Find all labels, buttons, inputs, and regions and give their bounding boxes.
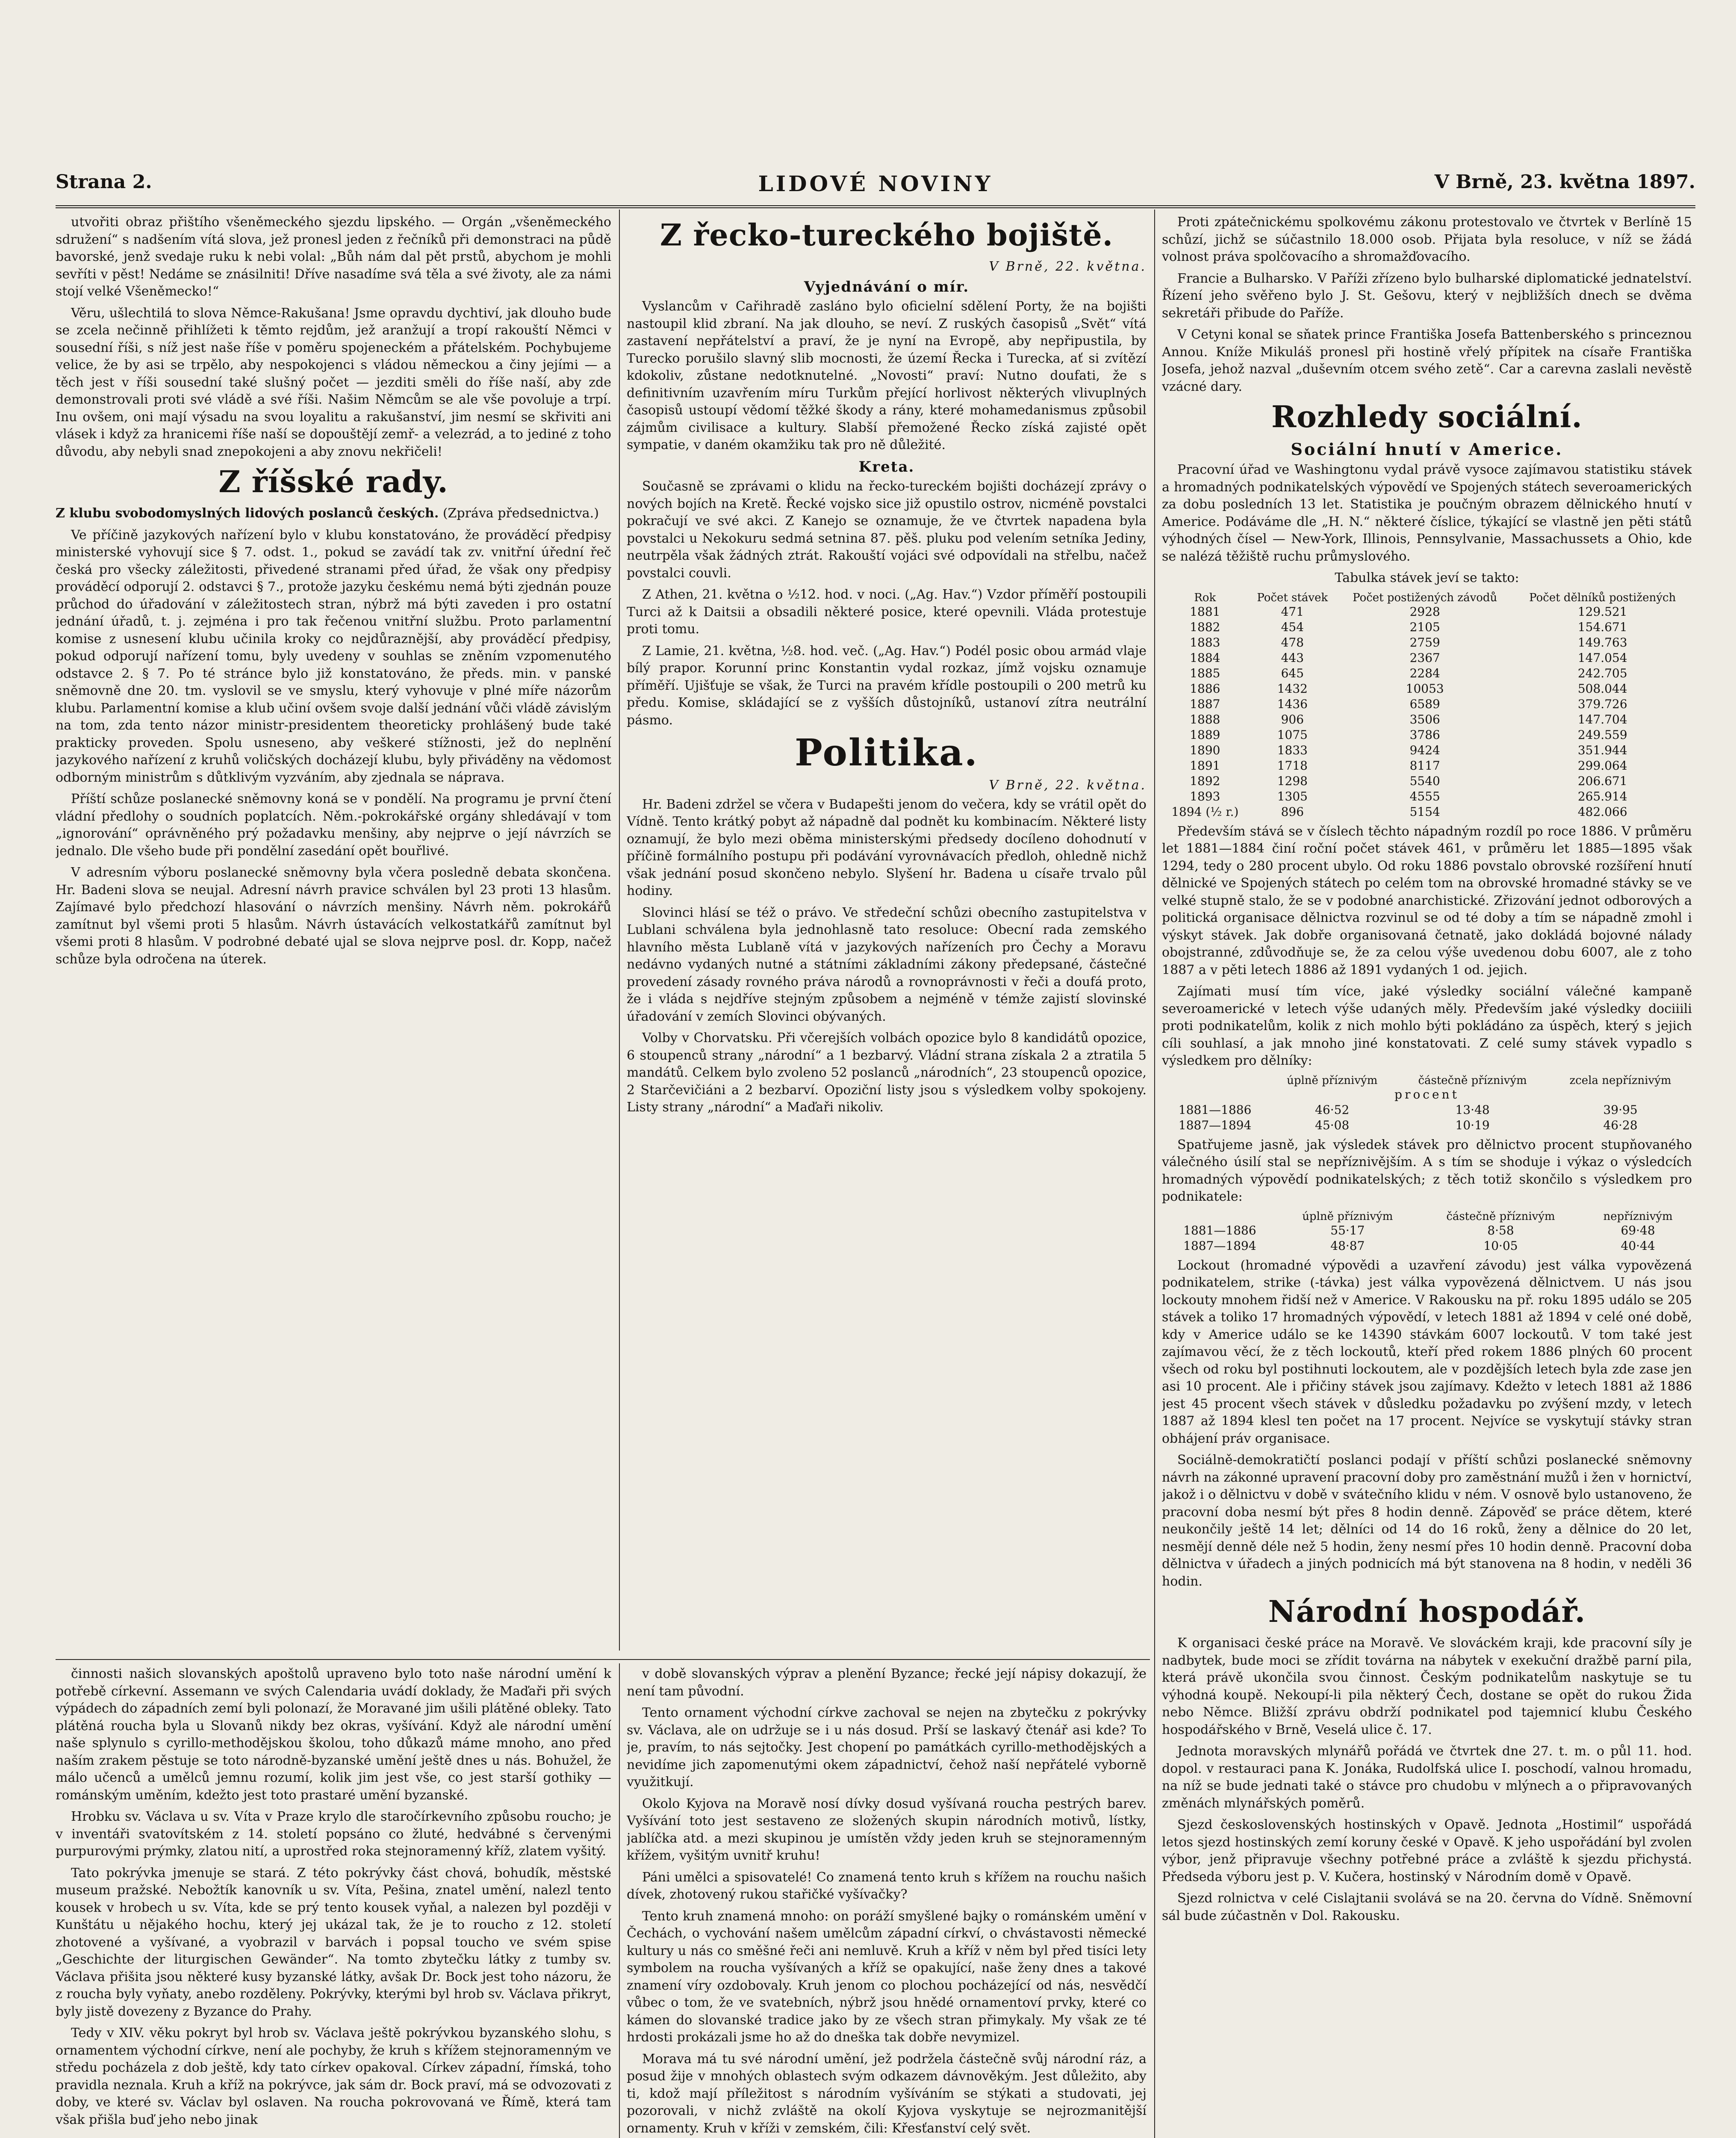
table-cell: 154.671 [1577,620,1627,634]
table-cell: 147.704 [1577,712,1627,726]
table-row [1162,1238,1692,1254]
table-row [1162,1223,1692,1238]
table-cell: 1887—1894 [1178,1118,1252,1132]
article-paragraph: K organisaci české práce na Moravě. Ve slováckém kraji, kde pracovní síly je nadbytek, bude moci se zřídit továrna na nábytek v exekuční dražbě parní pila, která právě ukončila svou činnost. Českým podnikatelům naskytuje se tu výhodná koupě. Nekoupí-li pila některý Čech, dostane se opět do rukou Žida nebo Němce. Bližší zprávu obdrží podnikatel pod tajemnicí klubu Českého hospodářského v Brně, Veselá ulice č. 17. [1162,1636,1692,1737]
table-subheader-row [1162,1087,1692,1102]
table-cell: 8117 [1409,758,1440,773]
header-rule [56,205,1695,208]
table-cell: 1884 [1190,650,1220,665]
table-cell: 39·95 [1603,1102,1638,1117]
article-paragraph: Tento kruh znamená mnoho: on poráží smyšlené bajky o románském umění v Čechách, o vychování našem umělcům západní církví, o chvástavosti německé kultury u nás co směšné řeči ani nemluvě. Kruh a kříž v něm byl před tisíci lety symbolem na roucha vyšívaných a kříž se opakující, naše ženy dnes a takové znamení víry ozdobovaly. Kruh jenom co plochou pocházející od nás, nesvědčí vůbec o tom, že ve svatebních, nýbrž jsou hnědé ornamentoví prvky, které co kámen do slovanské tradice jako by ze všech stran přimykaly. My však ze té hrdosti prokázali jsme ho až do dneška tak dobře nevymizel. [627,1908,1147,2045]
article-paragraph: Lockout (hromadné výpovědi a uzavření závodu) jest válka vypovězená podnikatelem, strike (-távka) jest válka vypovězená dělnictvem. U nás jsou lockouty mnohem řidší než v Americe. V Rakousku na př. roku 1895 událo se 205 stávek a toliko 17 hromadných výpovědí, v letech 1881 až 1894 v celé oné době, kdy v Americe událo se ke 14390 stávkám 6007 lockoutů. V tom také jest zajímavou věcí, že z těch lockoutů, kteří před rokem 1886 plných 60 procent všech od roku byl postihnuti lockoutem, ale v pozdějších letech byla zde zase jen asi 10 procent. Ale i přičiny stávek jsou zajímavy. Kdežto v letech 1881 až 1886 jest 45 procent všech stávek v důsledku požadavku po zvýšení mzdy, v letech 1887 až 1894 klesl ten počet na 17 procent. Nejvíce se vyskytují stávky stran obhájení práv organisace. [1162,1258,1692,1446]
results2-header-row [1162,1210,1692,1223]
issue-date: V Brně, 23. května 1897. [1434,171,1695,193]
results-header-row [1162,1074,1692,1087]
article-paragraph: Tedy v XIV. věku pokryt byl hrob sv. Václava ještě pokrývkou byzanského slohu, s ornamentem východní církve, není ale pochyby, že kruh s křížem stejnoramenným ve středu pocházela z dob ještě, kdy tato církev opakoval. Církev západní, římská, toho pravidla neznala. Kruh a kříž na pokrývce, jak sám dr. Bock praví, má se odvozovati z doby, ve které sv. Václav byl oslaven. Na roucha pokrovovaná ve Římě, která tam však přišla buď jeho nebo jinak [56,2026,611,2127]
table-cell: 249.559 [1577,727,1627,742]
table-header-cell: částečně příznivým [1446,1210,1555,1223]
table-cell: 1432 [1277,681,1308,696]
table-cell: 1883 [1190,635,1220,650]
table-cell: 1890 [1190,743,1220,757]
article-paragraph: Sociálně-demokratičtí poslanci podají v příští schůzi poslanecké sněmovny návrh na zákonné upravení pracovní doby pro zaměstnání mužů i žen v hornictví, jakož i o dělnictvu v době v svátečního klidu v ném. V osnově bylo ustanoveno, že pracovní doba nesmí být přes 8 hodin denně. Zápověď se práce dětem, které neukončily ještě 14 let; dělníci od 14 do 16 roků, ženy a dělnice do 20 let, nesmějí denně déle než 5 hodin, ženy nesmí přes 10 hodin denně. Pracovní doba dělnictva v úřadech a jiných podnicích má být stanovena na 8 hodin, v neděli 36 hodin. [1162,1453,1692,1589]
table-row [1162,650,1692,666]
table-row [1162,697,1692,712]
club-report-subtitle: Z klubu svobodomyslných lidových poslanců českých. [56,506,439,521]
table-cell: 1889 [1190,727,1220,742]
table-cell: 379.726 [1577,697,1627,711]
table-header-cell: Počet postižených závodů [1353,591,1497,604]
table-cell: 1882 [1190,620,1220,634]
section-heading-rissska-rada: Z říšské rady. [218,464,448,499]
table-cell: 147.054 [1577,650,1627,665]
table-header-cell [1162,1074,1268,1087]
table-cell: 1718 [1277,758,1308,773]
table-cell: 5154 [1409,804,1440,819]
table-cell: 2928 [1409,604,1440,619]
col2-paragraphs-2 [627,478,1147,729]
article-paragraph: Příští schůze poslanecké sněmovny koná se v pondělí. Na programu je první čtení vládní předlohy o soudních poplatcích. Něm.-pokrokářské orgány shledávají v tom „ignorování“ oprávněného prý požadavku menšiny, aby nejprve o její návrzích se jednalo. Dle všeho bude při pondělní zasedání opět bouřlivé. [56,791,611,859]
table-header-row [1162,591,1692,604]
table-cell: 1305 [1277,789,1308,803]
table-cell: 1833 [1277,743,1308,757]
table-cell: 478 [1281,635,1304,650]
article-paragraph: Věru, ušlechtilá to slova Němce-Rakušana! Jsme opravdu dychtiví, jak dlouho bude se zcela nečinně přihlížeti k těmto rejdům, jež aranžují a tropí rakouští Němci v sousední říši, s níž jest naše říše v poměru spojeneckém a přátelském. Pochybujeme velice, že by asi se trpělo, aby nespokojenci s vládou německou a činy jejími — a těch jest v říši sousední také slušný počet — jezditi směli do říše naší, aby zde demonstrovali proti své vládě a své říši. Našim Němcům se ale vše povoluje a trpí. Inu ovšem, oni mají výsadu na svou loyalitu a rakušanství, jim nesmí se skřiviti ani vlásek i když za hranicemi říše naší se dopouštějí zemř- a velezrád, a to jediné z toho důvodu, aby nebyli snad znepokojeni a aby znovu nekřičeli! [56,305,611,459]
subhead-americe: Sociální hnutí v Americe. [1291,440,1563,459]
table-cell: 1892 [1190,774,1220,788]
table-cell: 265.914 [1577,789,1627,803]
section-rule [56,1659,1150,1660]
table-body [1162,604,1692,820]
table-header-cell [1162,1210,1278,1223]
table-subheader-cell: procent [1394,1087,1459,1101]
article-paragraph: Sjezd československých hostinských v Opavě. Jednota „Hostimil“ uspořádá letos sjezd hostinských zemí koruny české v Opavě. K jeho uspořádání byl zvolen výbor, jenž připravuje všechny potřebné práce a zvláště k sjezdu přichystá. Předseda výboru jest p. V. Kučera, hostinský v Národním domě v Opavě. [1162,1817,1692,1884]
column-3 [1162,214,1692,2138]
table-cell: 454 [1281,620,1304,634]
article-paragraph: Spatřujeme jasně, jak výsledek stávek pro dělnictvo procent stupňovaného válečného úsilí stal se nepříznivějším. A s tím se shoduje i výkaz o výsledcích hromadných výpovědí podnikatelských; z těch totiž skončilo s výsledkem pro podnikatele: [1162,1137,1692,1204]
table-cell: 645 [1281,666,1304,680]
table-cell: 8·58 [1487,1223,1514,1237]
col2-paragraphs-1 [627,298,1147,454]
subhead-mir: Vyjednávání o mír. [804,278,970,295]
article-paragraph: Francie a Bulharsko. V Paříži zřízeno bylo bulharské diplomatické jednatelství. Řízení jeho svěřeno bylo J. St. Gešovu, který v nejbližších dnech se dvěma sekretáři přibude do Paříže. [1162,271,1692,321]
table-cell: 3506 [1409,712,1440,726]
col3-paragraphs [1162,823,1692,1070]
table-cell: 9424 [1409,743,1440,757]
table-cell: 46·28 [1603,1118,1638,1132]
col1-paragraphs [56,527,611,969]
feature-column-2 [627,1666,1147,2138]
column-2 [627,214,1147,1655]
table-cell: 6589 [1409,697,1440,711]
article-paragraph: Hrobku sv. Václava u sv. Víta v Praze krylo dle staročírkevního způsobu roucho; je v inventáři svatovítském z 14. století popsáno co žluté, hedvábné s červenými purpurovými prýmky, zlatou nití, a uprostřed roka stejnoramenný kříž, zlatem vyšitý. [56,1809,611,1859]
club-report-note: (Zpráva předsednictva.) [442,506,599,521]
table-header-cell: Počet stávek [1257,591,1328,604]
table-cell: 129.521 [1577,604,1627,619]
section-heading-narodni-hospodar: Národní hospodář. [1268,1594,1586,1629]
table-cell: 1881 [1190,604,1220,619]
table-cell: 10·05 [1483,1238,1518,1253]
table-cell: 5540 [1409,774,1440,788]
article-paragraph: Zajímati musí tím více, jaké výsledky sociální válečné kampaně severoamerické v letech výše udaných měly. Především jaké výsledky dociiili proti podnikatelům, kolik z nich mohlo býti pokládáno za úspěch, který s jejich cíli souhlasí, a jak mnoho jiné konstatovati. Z celé sumy stávek vypadlo s výsledkem pro dělníky: [1162,984,1692,1068]
table-cell: 1886 [1190,681,1220,696]
article-paragraph: Z Lamie, 21. května, ½8. hod. več. („Ag. Hav.“) Podél posic obou armád vlaje bílý prapor. Korunní princ Konstantin vydal rozkaz, jímž vojsku oznamuje příměří. Ujišťuje se však, že Turci na pravém křídle postoupili o 200 metrů ku předu. Komise, skládající se z vyšších důstojníků, ustanoví zítra neutrální pásmo. [627,643,1147,728]
table-row [1162,1118,1692,1133]
table-cell: 1075 [1277,727,1308,742]
table-row [1162,1102,1692,1118]
table-row [1162,727,1692,743]
results-body [1162,1087,1692,1133]
article-paragraph: Současně se zprávami o klidu na řecko-tureckém bojišti docházejí zprávy o nových bojích na Kretě. Řecké vojsko sice již opustilo ostrov, nicméně povstalci pokračují ve své akci. Z Kanejo se oznamuje, že ve čtvrtek napadena byla povstalci u Nekokuru sedmá setnina 87. pěš. pluku pod velením setníka Jediny, neutrpěla však žádných ztrát. Rakouští vojáci své odpovídali na střelbu, načež povstalci couvli. [627,479,1147,581]
article-paragraph: činnosti našich slovanských apoštolů upraveno bylo toto naše národní umění k potřebě církevní. Assemann ve svých Calendaria uvádí doklady, že Maďaři při svých výpádech do západních zemí byli polonazí, že Moravané jim ušili plátěné obleky. Tato plátěná roucha byla u Slovanů nikdy bez okras, vyšívání. Když ale národní umění naše splynulo s cyrillo-methodějskou školou, toho důkazů máme mnoho, ano před naším zrakem pěstuje se toto národně-byzanské umění ještě dnes u nás. Bohužel, že málo učenců a umělců jemnu rozumí, kolik jim jest vše, co jest starší gothiky — románským uměním, kdežto jest toto prastaré umění byzanské. [56,1666,611,1803]
article-paragraph: Páni umělci a spisovatelé! Co znamená tento kruh s křížem na rouchu našich dívek, zhotovený rukou stařičké vyšívačky? [627,1869,1147,1902]
article-paragraph: Hr. Badeni zdržel se včera v Budapešti jenom do večera, kdy se vrátil opět do Vídně. Tento krátký pobyt až nápadně dal podnět ku kombinacím. Některé listy oznamují, že bylo mezi oběma ministerskými předsedy docíleno dohodnutí v příčině formálního postupu při podávání vyrovnávacích předloh, ohledně nichž však jednání posud skončeno nebylo. Slyšení hr. Badena u císaře trvalo půl hodiny. [627,797,1147,898]
table-row [1162,743,1692,758]
column-1 [56,214,611,1655]
table-cell: 10053 [1406,681,1444,696]
table-cell: 2367 [1409,650,1440,665]
article-paragraph: V Cetyni konal se sňatek prince Františka Josefa Battenberského s princeznou Annou. Kníže Mikuláš pronesl při hostině vřelý přípitek na císaře Františka Josefa, jehož nazval „duševním otcem svého zetě“. Car a carevna zaslali nevěstě vzácné dary. [1162,327,1692,394]
table-row [1162,681,1692,697]
stats-intro: Pracovní úřad ve Washingtonu vydal právě vysoce zajímavou statistiku stávek a hromadných podnikatelských výpovědí ve Spojených státech severoamerických za dobu posledních 13 let. Statistika je poučným obrazem dělnického hnutí v Americe. Podáváme dle „H. N.“ některé číslice, týkající se vlastně jen pěti států výhodných čísel — New-York, Illinois, Pennsylvanie, Massachussets a Ohio, kde se nalézá těžiště ruchu průmyslového. [1162,462,1692,564]
subhead-kreta: Kreta. [858,458,915,475]
table-cell: 2759 [1409,635,1440,650]
table-header-cell: Rok [1194,591,1216,604]
table-row [1162,635,1692,650]
table-cell: 471 [1281,604,1304,619]
col3-paragraphs-b [1162,1137,1692,1206]
article-paragraph: Ve příčině jazykových nařízení bylo v klubu konstatováno, že prováděcí předpisy ministerské vyhovují sice § 7. odst. 1., pokud se zavádí tak zv. vnitřní úřední řeč česká pro všecky záležitosti, přivedené stranami před úřad, že však ony předpisy prováděcí odporují 2. odstavci § 7., protože jazyku českému nemá býti zjednán pouze průchod do úřadování v záležitostech stran, nýbrž má býti zaveden i pro ostatní jednání úřadů, t. j. zejména i pro tak řečenou vnitřní službu. Proto parlamentní komise z usnesení klubu učinila kroky co nejdůraznější, aby prováděcí předpisy, pokud odporují nařízení tomu, byly uvedeny v souhlas se zněním vzpomenutého odstavce 2. § 7. Po té stránce bylo již konstatováno, že předs. min. v panské sněmovně dne 20. tm. vyslovil se ve smyslu, který vyhovuje v plné míře názorům klubu. Parlamentní komise a klub učiní ovšem svoje další jednání vůči vládě závislým na tom, zda tento názor ministr-presidentem theoreticky prohlášený bude také prakticky proveden. Spolu usneseno, aby veškeré stížnosti, jež do neplnění jazykového nařízení z kruhů voličských docházejí klubu, byly přiváděny na vědomost odborným ministrům s důtklivým vyzváním, aby zjednala se náprava. [56,527,611,785]
table-cell: 69·48 [1621,1223,1655,1237]
table-header-cell: nepříznivým [1603,1210,1673,1223]
article-paragraph: utvořiti obraz přištího všeněmeckého sjezdu lipského. — Orgán „všeněmeckého sdružení“ s nadšením vítá slova, jež pronesl jeden z řečníků při demonstraci na půdě bavorské, jenž svedaje ruku k nebi volal: „Bůh nám dal pět prstů, abychom je mohli sevříti v pěst! Nedáme se znásilniti! Dříve nasadíme svá těla a své životy, ale za námi stojí velké Všeněmecko!“ [56,215,611,299]
dateline: V Brně, 22. května. [989,259,1147,274]
article-paragraph: Okolo Kyjova na Moravě nosí dívky dosud vyšívaná roucha pestrých barev. Vyšívání toto jest sestaveno ze složených skupin národních motivů, lístky, jablíčka atd. a mezi skupinou je umístěn vždy jeden kruh se stejnoramenným křížem, vyšitým uvnitř kruhu! [627,1796,1147,1863]
article-paragraph: v době slovanských výprav a plenění Byzance; řecké její nápisy dokazují, že není tam původní. [627,1666,1147,1699]
table-cell: 2105 [1409,620,1440,634]
table-cell: 1881—1886 [1178,1102,1252,1117]
table-cell: 1436 [1277,697,1308,711]
table-row [1162,620,1692,635]
club-report-title [56,505,611,523]
strike-statistics-table [1162,591,1692,820]
table-cell: 1891 [1190,758,1220,773]
article-paragraph: Slovinci hlásí se též o právo. Ve středeční schůzi obecního zastupitelstva v Lublani schválena byla jednohlasně tato resoluce: Obecní rada zemského hlavního města Lublaně vítá v jazykových nařízeních pro Čechy a Moravu nedávno vydaných nutné a státními základními zákony předepsané, částečné provedení zásady rovného práva národů a rovnoprávnosti v řeči a doufá proto, že i vláda s nejdříve stejným způsobem a nejméně v témže zajistí slovinské úřadování v zemích Slovinci obývaných. [627,905,1147,1024]
table-row [1162,666,1692,681]
article-paragraph: Volby v Chorvatsku. Při včerejších volbách opozice bylo 8 kandidátů opozice, 6 stoupenců strany „národní“ a 1 bezbarvý. Vládní strana získala 2 a ztratila 5 mandátů. Celkem bylo zvoleno 52 poslanců „národních“, 23 stoupenců opozice, 2 Starčevičiáni a 2 bezbarví. Opoziční listy jsou s výsledkem volby spokojeny. Listy strany „národní“ a Maďaři nikoliv. [627,1031,1147,1115]
table-cell: 906 [1281,712,1304,726]
table-row [1162,712,1692,727]
table-cell: 242.705 [1577,666,1627,680]
table-cell: 13·48 [1455,1102,1490,1117]
page-number: Strana 2. [56,171,152,193]
table-header-cell: částečně příznivým [1418,1074,1527,1087]
table-cell: 149.763 [1577,635,1627,650]
table-header-cell: zcela nepříznivým [1569,1074,1671,1087]
results-table [1162,1074,1692,1133]
col1-top-text [56,214,611,461]
table-cell: 2284 [1409,666,1440,680]
table-cell: 1894 (½ r.) [1171,804,1239,819]
table-row [1162,604,1692,620]
col2-paragraphs-3 [627,796,1147,1116]
section-heading-bojiste: Z řecko-tureckého bojiště. [660,217,1114,253]
article-paragraph: Jednota moravských mlynářů pořádá ve čtvrtek dne 27. t. m. o půl 11. hod. dopol. v restauraci pana K. Jonáka, Rudolfská ulice I. poschodí, valnou hromadu, na níž se bude jednati také o stávce pro chudobu v mlýnech a o připravovaných změnách mlynářských poměrů. [1162,1744,1692,1811]
table-header-cell: úplně příznivým [1287,1074,1378,1087]
table-cell: 351.944 [1577,743,1627,757]
table-cell: 1888 [1190,712,1220,726]
table-cell: 3786 [1409,727,1440,742]
column-rule [619,210,620,1651]
results2-table [1162,1210,1692,1254]
col3-paragraphs-c [1162,1257,1692,1591]
feature-column-1 [56,1666,611,2138]
column-rule [619,1663,620,2138]
table-row [1162,758,1692,774]
table-cell: 40·44 [1621,1238,1655,1253]
article-paragraph: V adresním výboru poslanecké sněmovny byla včera posledně debata skončena. Hr. Badeni slova se neujal. Adresní návrh pravice schválen byl 23 proti 13 hlasům. Zajímavé bylo předchozí hlasování o návrzích menšiny. Návrh něm. pokrokářů zamítnut byl všemi proti 5 hlasům. Návrh ústavácích velkostatkářů zamítnut byl všemi proti 8 hlasům. V podrobné debaté ujal se slova nejprve posl. dr. Kopp, načež schůze byla odročena na úterek. [56,865,611,967]
article-paragraph: Vyslancům v Cařihradě zasláno bylo oficielní sdělení Porty, že na bojišti nastoupil klid zbraní. Na jak dlouho, se neví. Z ruských časopisů „Svět“ vítá zastavení nepřátelství a praví, že je nyní na Evropě, aby nepřipustila, by Turecko porušilo slavný slib mocnosti, že území Řecka i Turecka, ať si zvítězí kdokoliv, zůstane nedotknutelné. „Novosti“ praví: Nutno doufati, že s definitivním uzavřením míru Turkům přející horlivost některých vlivuplných časopisů ustoupí vědomí těžké škody a rány, které mohamedanismus způsobil zájmům civilisace a kultury. Slabší přemožené Řecko získá zajisté opět sympatie, v daném okamžiku tak pro ně důležité. [627,299,1147,452]
table-cell: 206.671 [1577,774,1627,788]
article-paragraph: Morava má tu své národní umění, jež podržela částečně svůj národní ráz, a posud žije v mnohých oblastech svým odkazem dávnověkým. Jest důležito, aby ti, kdož mají příležitost s národním vyšíváním se stýkati a studovati, jej pozorovali, v nichž zvláště na okolí Kyjova vyskytuje se nejrozmanitější ornamenty. Kruh v kříži v zemském, čili: Křesťanství celý svět. [627,2051,1147,2136]
table-cell: 45·08 [1315,1118,1350,1132]
article-paragraph: Tento ornament východní církve zachoval se nejen na zbytečku z pokrývky sv. Václava, ale on udržuje se i u nás dosud. Prší se laskavý čtenář asi kde? To je, pravím, to nás sejtočky. Jest chopení po památkách cyrillo-methodějských a nevidíme jich zapomenutými okem západnictví, čehož naší nepřátelé vyborně využitkují. [627,1705,1147,1790]
column-rule [1154,210,1155,2138]
col3-paragraphs-2 [1162,1635,1692,1925]
table-row [1162,774,1692,789]
results2-body [1162,1223,1692,1254]
section-heading-politika: Politika. [795,731,979,774]
table-cell: 482.066 [1577,804,1627,819]
table-cell: 55·17 [1330,1223,1365,1237]
table-row [1162,789,1692,804]
section-heading-rozhledy: Rozhledy sociální. [1271,399,1583,434]
article-paragraph: Především stává se v číslech těchto nápadným rozdíl po roce 1886. V průměru let 1881—1884 činí roční počet stávek 461, v průměru let 1885—1895 však 1294, tedy o 280 procent ubylo. Od roku 1886 povstalo obrovské rozšíření hnutí dělnické ve Spojených státech po celém tom na obrovské hromadné stávky se ve velké stupně stalo, že se v podobné anarchistické. Zřizování jednot odborových a politická organisace dělnictva rozvinul se od té doby a tím se nápadně zmohl i výskyt stávek. Jak dobře organisovaná četnatě, jako dokládá bojovné nálady obojstranné, zdůvodňuje se, že za celou výše uvedenou dobu 6007, ale z toho 1887 a v pěti letech 1886 až 1891 vydaných 1 od. jejich. [1162,824,1692,977]
article-paragraph: Sjezd rolnictva v celé Cislajtanii svolává se na 20. června do Vídně. Sněmovní sál bude zúčastněn v Dol. Rakousku. [1162,1891,1692,1923]
article-paragraph: Proti zpátečnickému spolkovému zákonu protestovalo ve čtvrtek v Berlíně 15 schůzí, jichž se súčastnilo 18.000 osob. Přijata byla resoluce, v níž se žádá volnost práva spolčovacího a shromažďovacího. [1162,215,1692,264]
table-cell: 1887 [1190,697,1220,711]
table-cell: 1887—1894 [1183,1238,1256,1253]
table-cell: 48·87 [1330,1238,1365,1253]
article-paragraph: Z Athen, 21. května o ½12. hod. v noci. („Ag. Hav.“) Vzdor příměří postoupili Turci až k Daitsii a obsadili některé posice, které opevnili. Vláda protestuje proti tomu. [627,587,1147,637]
table-cell: 1298 [1277,774,1308,788]
table-caption: Tabulka stávek jeví se takto: [1335,570,1519,585]
table-cell: 508.044 [1577,681,1627,696]
table-cell: 46·52 [1315,1102,1350,1117]
article-paragraph: Tato pokrývka jmenuje se stará. Z této pokrývky část chová, bohudík, městské museum pražské. Nebožtík kanovník u sv. Víta, Pešina, znatel umění, nalezl tento kousek v hrobech u sv. Víta, kde se prý tento kousek vyňal, a nalezen byl později v Kunštátu u nějakého hochu, který jej ukázal tak, že je to roucho z 12. století zhotovené a vyšívané, a vyobrazil v barvách i popsal toucho ve svém spise „Geschichte der liturgischen Gewänder“. Na tomto zbytečku látky z tumby sv. Václava přišita jsou některé kusy byzanské látky, avšak Dr. Bock jest toho názoru, že z roucha byly vyňaty, anebo rozděleny. Pokrývky, kterými byl hrob sv. Václava přikryt, byly jistě dovezeny z Byzance do Prahy. [56,1865,611,2019]
table-cell: 1893 [1190,789,1220,803]
table-cell: 896 [1281,804,1304,819]
table-cell: 1881—1886 [1183,1223,1256,1237]
table-cell: 299.064 [1577,758,1627,773]
table-header-cell: úplně příznivým [1302,1210,1393,1223]
table-row [1162,804,1692,820]
col3-top-text [1162,214,1692,396]
running-head [56,171,1695,205]
dateline-politika: V Brně, 22. května. [989,778,1147,793]
table-cell: 4555 [1409,789,1440,803]
table-header-cell: Počet dělníků postižených [1529,591,1676,604]
table-cell: 1885 [1190,666,1220,680]
masthead: LIDOVÉ NOVINY [758,171,993,196]
table-cell: 10·19 [1455,1118,1490,1132]
table-cell: 443 [1281,650,1304,665]
